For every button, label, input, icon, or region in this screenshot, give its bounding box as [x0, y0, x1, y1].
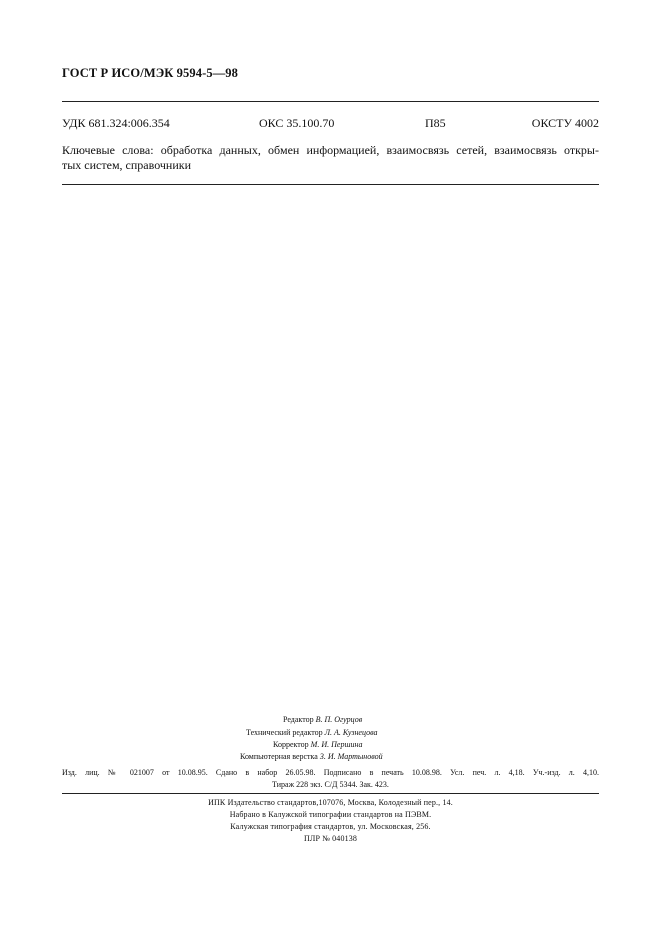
credit-name: М. И. Першина [310, 740, 363, 749]
credit-name: 3. И. Мартыновой [319, 752, 383, 761]
group-code: П85 [425, 116, 446, 130]
oks-code: ОКС 35.100.70 [259, 116, 335, 130]
credit-role: Технический редактор [246, 728, 323, 737]
publisher-line: ИПК Издательство стандартов,107076, Москва, Колодезный пер., 14. [208, 798, 453, 807]
imprint-rule [62, 793, 599, 794]
imprint-block [62, 767, 599, 791]
document-header: ГОСТ Р ИСО/МЭК 9594-5—98 [62, 66, 238, 80]
top-rule [62, 101, 599, 102]
publisher-line: Калужская типография стандартов, ул. Московская, 256. [230, 822, 431, 831]
credit-name: Л. А. Кузнецова [324, 728, 378, 737]
credit-tech-editor [246, 728, 377, 738]
keywords-line-1: Ключевые слова: обработка данных, обмен информацией, взаимосвязь сетей, взаимосвязь откры- [62, 143, 599, 157]
classification-row [62, 116, 599, 132]
keywords-paragraph [62, 143, 599, 173]
credit-proofreader [273, 740, 362, 750]
imprint-line-2: Тираж 228 экз. С/Д 5344. Зак. 423. [272, 780, 389, 789]
keywords-line-2: тых систем, справочники [62, 158, 192, 172]
publisher-line: ПЛР № 040138 [303, 834, 358, 843]
credit-layout [240, 752, 383, 762]
credit-role: Корректор [273, 740, 309, 749]
credit-role: Редактор [283, 715, 314, 724]
credit-role: Компьютерная верстка [240, 752, 318, 761]
publisher-block [0, 797, 661, 845]
udk-code: УДК 681.324:006.354 [62, 116, 170, 130]
okstu-code: ОКСТУ 4002 [531, 116, 599, 130]
publisher-line: Набрано в Калужской типографии стандартов на ПЭВМ. [229, 810, 432, 819]
credit-name: В. П. Огурцов [315, 715, 363, 724]
imprint-line-1: Изд. лиц. № 021007 от 10.08.95. Сдано в набор 26.05.98. Подписано в печать 10.08.98. Усл. печ. л. 4,18. Уч.-изд. л. 4,10. [62, 768, 599, 777]
keywords-rule [62, 184, 599, 185]
credit-editor [283, 715, 362, 725]
